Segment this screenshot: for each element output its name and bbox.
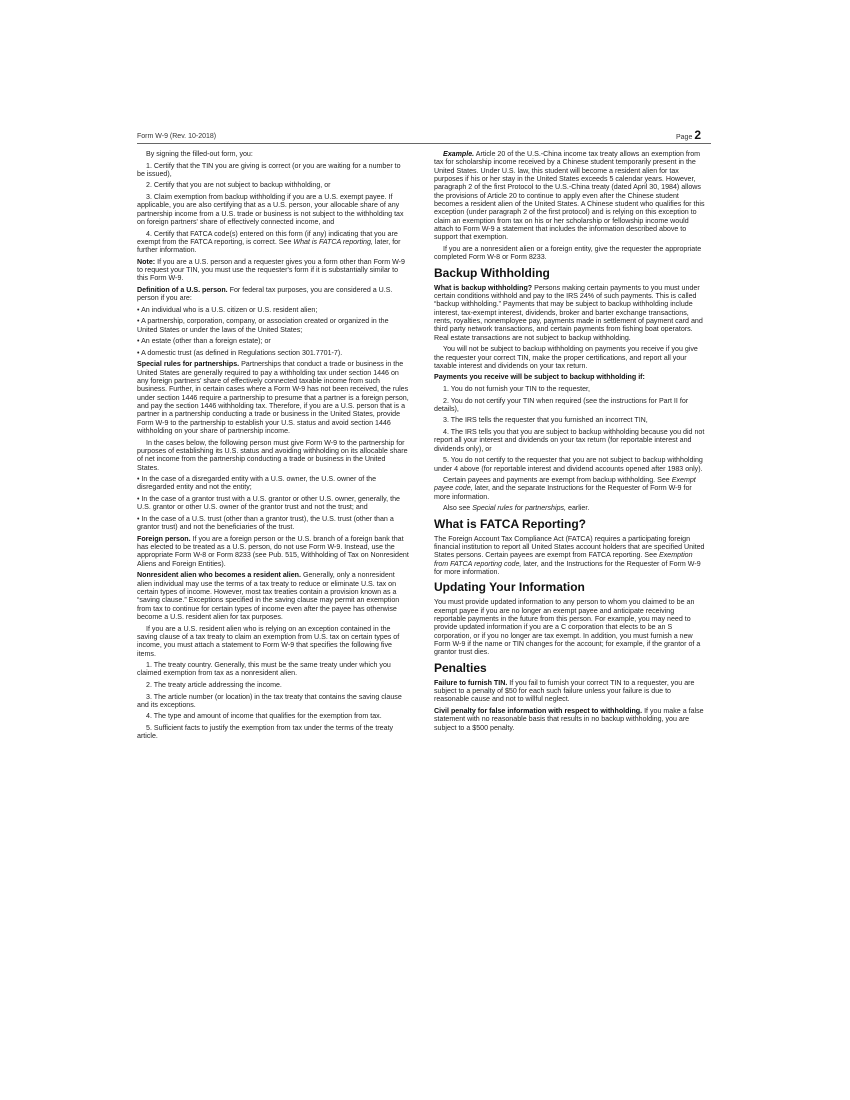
header-rule [137, 143, 711, 144]
form-id: Form W-9 (Rev. 10-2018) [137, 133, 217, 140]
special-rules-label: Special rules for partnerships. [137, 360, 240, 369]
para-certain-payees [434, 476, 706, 501]
para-nonresident-alien [137, 571, 409, 621]
bullet-partnership: • A partnership, corporation, company, or association created or organized in the United States or under the laws of the United States; [137, 317, 389, 334]
backup-label: What is backup withholding? [434, 283, 533, 292]
right-column [434, 150, 706, 735]
fatca-text-end: later, and the Instructions for the Requester of Form W-9 for more information. [434, 559, 701, 576]
fatca-exemption-ref: Exemption from FATCA reporting code, [434, 551, 693, 568]
note-text: If you are a U.S. person and a requester gives you a form other than Form W-9 to request your TIN, you must use the requester's form if it is substantially similar to this Form W-9. [137, 257, 405, 283]
para-nonresident-entity: If you are a nonresident alien or a foreign entity, give the requester the appropriate completed Form W-8 or Form 8233. [434, 244, 702, 262]
para-definition [137, 286, 409, 303]
heading-backup-withholding: Backup Withholding [434, 265, 550, 280]
nonresident-text: Generally, only a nonresident alien individual may use the terms of a tax treaty to reduce or eliminate U.S. tax on certain types of income. However, most tax treaties contain a provision known as a “saving clause.” Exceptions specified in the saving clause may permit an exemption from tax to continue for certain types of income even after the payee has otherwise become a U.S. resident alien for tax purposes. [137, 571, 400, 622]
item-no-certify: 2. You do not certify your TIN when required (see the instructions for Part II for details), [434, 396, 689, 413]
example-label: Example. [443, 150, 475, 158]
item-incorrect-tin: 3. The IRS tells the requester that you furnished an incorrect TIN, [443, 416, 648, 425]
special-rules-text: Partnerships that conduct a trade or business in the United States are generally required to pay a withholding tax under section 1446 on any foreign partners' share of effectively connected taxable income from such business. Further, in certain cases where a Form W-9 has not been received, the rules under section 1446 require a partnership to presume that a partner is a foreign person, and pay the section 1446 withholding tax. Therefore, if you are a U.S. person that is a partner in a partnership conducting a trade or business in the United States, provide Form W-9 to the partnership to establish your U.S. status and avoid section 1446 withholding on your share of partnership income. [137, 360, 409, 436]
para-not-subject-backup: You will not be subject to backup withholding on payments you receive if you give the requester your correct TIN, make the proper certifications, and report all your taxable interest and dividends on your tax return. [434, 345, 698, 370]
para-civil-penalty [434, 707, 706, 732]
para-claim-exemption: 3. Claim exemption from backup withholding if you are a U.S. exempt payee. If applicable, you are also certifying that as a U.S. person, your allocable share of any partnership income from a U.S. trade or business is not subject to the withholding tax on foreign partners' share of effectively connected income, and [137, 192, 404, 226]
para-failure-tin [434, 679, 706, 704]
para-payments-subject [434, 373, 706, 381]
para-fatca-code [137, 230, 409, 255]
certain-payees-text: Certain payees and payments are exempt from backup withholding. See [443, 476, 672, 485]
exempt-payee-ref: Exempt payee code, [434, 476, 696, 493]
heading-penalties: Penalties [434, 660, 487, 675]
fatca-code-text: 4. Certify that FATCA code(s) entered on this form (if any) indicating that you are exempt from the FATCA reporting, is correct. See [137, 229, 398, 246]
page-word: Page [676, 134, 693, 141]
certain-payees-text-end: later, and the separate Instructions for the Requester of Form W-9 for more information. [434, 484, 692, 501]
bullet-estate: • An estate (other than a foreign estate); or [137, 337, 271, 346]
para-resident-alien: If you are a U.S. resident alien who is relying on an exception contained in the saving clause of a tax treaty to claim an exemption from U.S. tax on certain types of income, you must attach a statement to Form W-9 that specifies the following five items. [137, 624, 400, 658]
item-no-certify-not-subject: 5. You do not certify to the requester that you are not subject to backup withholding under 4 above (for reportable interest and dividend accounts opened after 1983 only). [434, 456, 703, 473]
para-also-see [434, 504, 706, 512]
bullet-disregarded: • In the case of a disregarded entity with a U.S. owner, the U.S. owner of the disregarded entity and not the entity; [137, 475, 377, 492]
backup-text: Persons making certain payments to you must under certain conditions withhold and pay to the IRS 24% of such payments. This is called “backup withholding.” Payments that may be subject to backup withholding include interest, tax-exempt interest, dividends, broker and barter exchange transactions, rents, royalties, nonemployee pay, payments made in settlement of payment card and third party network transactions, and certain payments from fishing boat operators. Real estate transactions are not subject to backup withholding. [434, 283, 703, 342]
bullet-domestic-trust: • A domestic trust (as defined in Regulations section 301.7701-7). [137, 348, 343, 357]
bullet-us-trust: • In the case of a U.S. trust (other than a grantor trust), the U.S. trust (other than a grantor trust) and not the beneficiaries of the trust. [137, 514, 394, 532]
para-updating: You must provide updated information to any person to whom you claimed to be an exempt payee if you are no longer an exempt payee and anticipate receiving reportable payments in the future from this person. For example, you may need to provide updated information if you are a C corporation that elects to be an S corporation, or if you no longer are tax exempt. In addition, you must furnish a new Form W-9 if the name or TIN changes for the account; for example, if the grantor of a grantor trust dies. [434, 598, 701, 657]
note-label: Note: [137, 257, 156, 266]
para-what-is-backup [434, 284, 706, 342]
item-income-type: 4. The type and amount of income that qualifies for the exemption from tax. [146, 712, 382, 721]
definition-label: Definition of a U.S. person. [137, 285, 228, 294]
item-treaty-article: 2. The treaty article addressing the income. [146, 681, 282, 689]
item-article-number: 3. The article number (or location) in the tax treaty that contains the saving clause and its exceptions. [137, 692, 402, 709]
para-fatca [434, 535, 706, 577]
page-number [676, 128, 701, 142]
para-certify-tin: 1. Certify that the TIN you are giving is correct (or you are waiting for a number to be issued), [137, 161, 401, 178]
para-cases: In the cases below, the following person must give Form W-9 to the partnership for purposes of establishing its U.S. status and avoiding withholding on its allocable share of net income from the partnership conducting a trade or business in the United States. [137, 438, 408, 472]
left-column [137, 150, 409, 744]
para-signing: By signing the filled-out form, you: [146, 150, 253, 158]
failure-tin-text: If you fail to furnish your correct TIN to a requester, you are subject to a penalty of $50 for each such failure unless your failure is due to reasonable cause and not to willful neglect. [434, 678, 695, 704]
item-treaty-country: 1. The treaty country. Generally, this must be the same treaty under which you claimed exemption from tax as a nonresident alien. [137, 661, 391, 678]
item-irs-tells: 4. The IRS tells you that you are subject to backup withholding because you did not report all your interest and dividends on your tax return (for reportable interest and dividends only), or [434, 427, 705, 453]
special-rules-ref: Special rules for partnerships, [472, 504, 567, 513]
nonresident-label: Nonresident alien who becomes a resident alien. [137, 571, 301, 580]
civil-penalty-text: If you make a false statement with no reasonable basis that results in no backup withholding, you are subject to a $500 penalty. [434, 706, 704, 732]
definition-text: For federal tax purposes, you are considered a U.S. person if you are: [137, 285, 393, 303]
para-not-subject: 2. Certify that you are not subject to backup withholding, or [146, 181, 331, 190]
fatca-code-ref: What is FATCA reporting, [293, 237, 373, 246]
example-text: Article 20 of the U.S.-China income tax treaty allows an exemption from tax for scholarship income received by a Chinese student temporarily present in the United States. Under U.S. law, this student will become a resident alien for tax purposes if his or her stay in the United States exceeds 5 calendar years. However, paragraph 2 of the first Protocol to the U.S.-China treaty (dated April 30, 1984) allows the provisions of Article 20 to continue to apply even after the Chinese student becomes a resident alien of the United States. A Chinese student who qualifies for this exception (under paragraph 2 of the first protocol) and is relying on this exception to claim an exemption from tax on his or her scholarship or fellowship income would attach to Form W-9 a statement that includes the information described above to support that exemption. [434, 150, 705, 242]
also-see-text-end: earlier. [566, 504, 590, 513]
fatca-text: The Foreign Account Tax Compliance Act (FATCA) requires a participating foreign financial institution to report all United States account holders that are specified United States persons. Certain payees are exempt from FATCA reporting. See [434, 534, 705, 560]
item-no-tin: 1. You do not furnish your TIN to the requester, [443, 385, 590, 393]
para-foreign-person [137, 535, 409, 568]
failure-tin-label: Failure to furnish TIN. [434, 678, 508, 687]
page-num: 2 [694, 128, 701, 142]
also-see-text: Also see [443, 504, 473, 513]
heading-fatca: What is FATCA Reporting? [434, 516, 586, 531]
payments-subject-label: Payments you receive will be subject to backup withholding if: [434, 373, 645, 382]
foreign-person-label: Foreign person. [137, 534, 191, 543]
item-sufficient-facts: 5. Sufficient facts to justify the exemption from tax under the terms of the treaty article. [137, 723, 394, 741]
civil-penalty-label: Civil penalty for false information with respect to withholding. [434, 706, 643, 715]
foreign-person-text: If you are a foreign person or the U.S. branch of a foreign bank that has elected to be treated as a U.S. person, do not use Form W-9. Instead, use the appropriate Form W-8 or Form 8233 (see Pub. 515, Withholding of Tax on Nonresident Aliens and Foreign Entities). [137, 534, 409, 568]
fatca-code-text-end: later, for further information. [137, 237, 401, 255]
para-special-rules [137, 360, 409, 435]
para-example [434, 150, 706, 242]
bullet-individual: • An individual who is a U.S. citizen or U.S. resident alien; [137, 305, 318, 314]
para-note [137, 258, 409, 283]
heading-updating: Updating Your Information [434, 580, 585, 595]
bullet-grantor-trust: • In the case of a grantor trust with a U.S. grantor or other U.S. owner, generally, the U.S. grantor or other U.S. owner of the grantor trust and not the trust; and [137, 495, 400, 512]
